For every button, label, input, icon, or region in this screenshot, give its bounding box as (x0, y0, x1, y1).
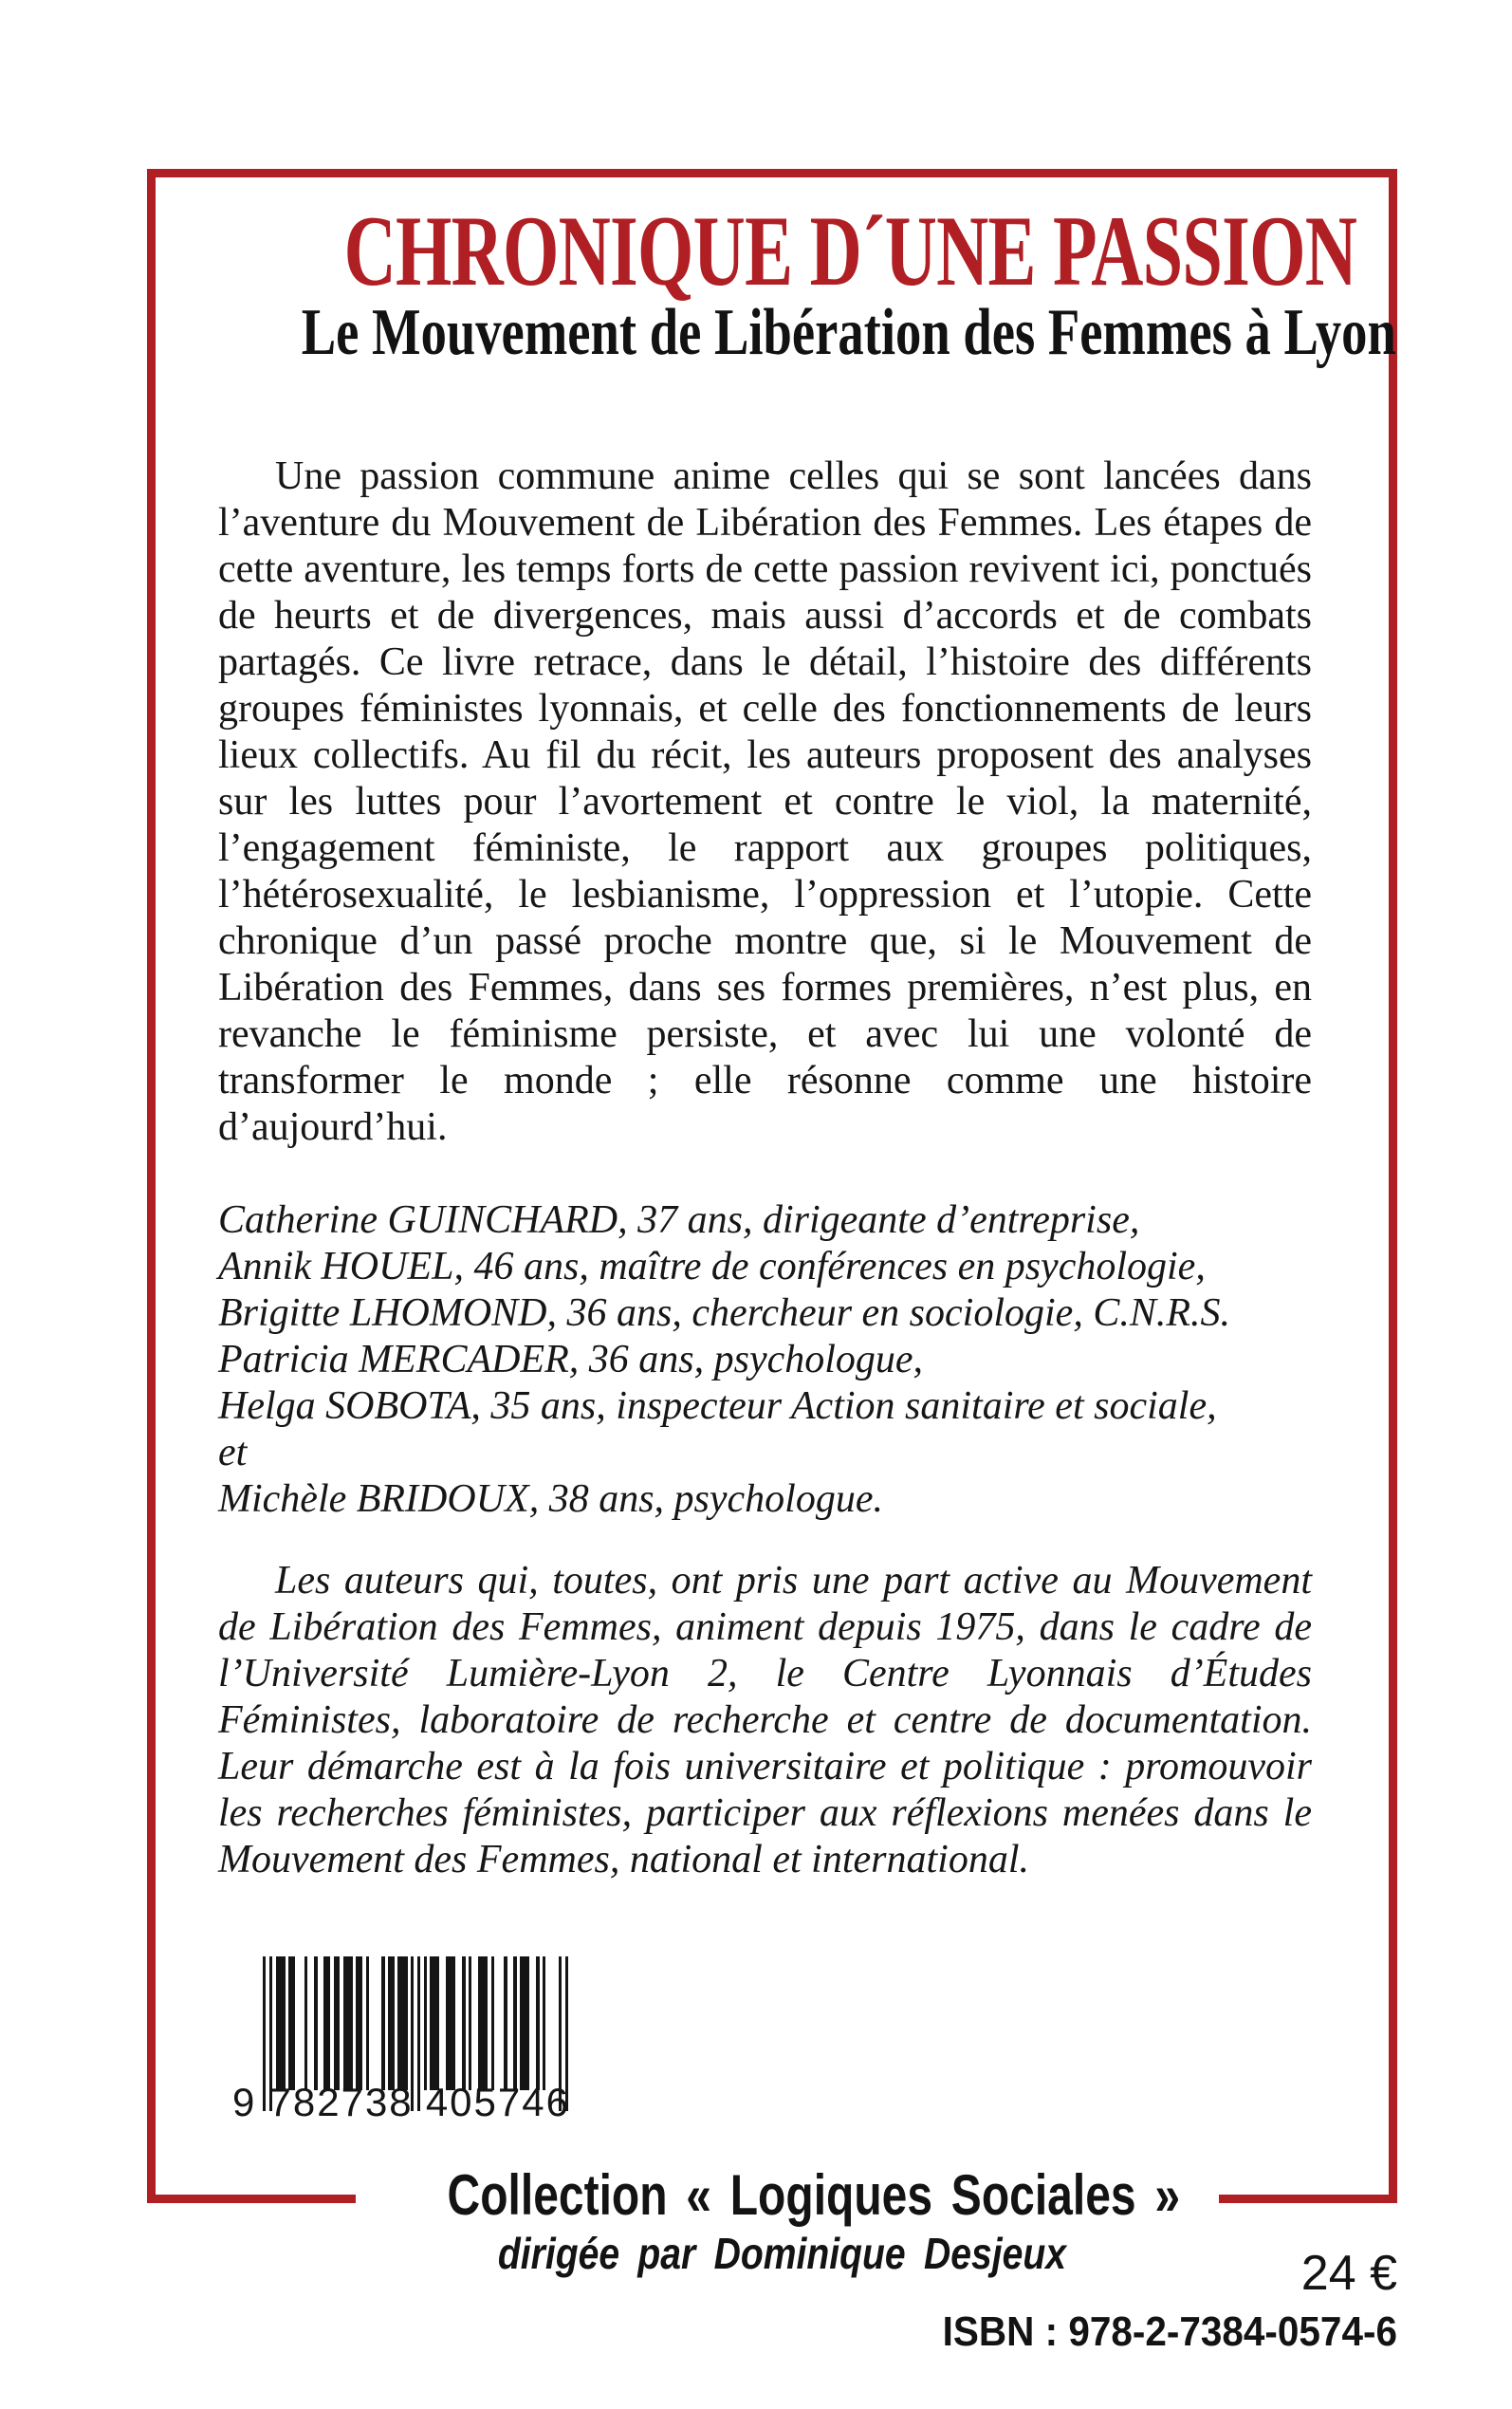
author-line: et (218, 1431, 248, 1474)
author-line: Annik HOUEL, 46 ans, maître de conférences en psychologie, (218, 1245, 1206, 1288)
collection-director-text: dirigée par Dominique Desjeux (497, 2229, 1066, 2278)
book-subtitle (147, 296, 1397, 369)
author-line: Patricia MERCADER, 36 ans, psychologue, (218, 1338, 924, 1381)
barcode-digits-right: 405746 (425, 2080, 570, 2124)
collection-director (157, 2229, 1407, 2278)
book-title-text: CHRONIQUE D´UNE PASSION (343, 195, 1357, 306)
price-label: 24 € (1300, 2246, 1397, 2301)
blurb-paragraph: Une passion commune anime celles qui se sont lancées dans l’aventure du Mouvement de Libération des Femmes. Les étapes de cette aventure, les temps forts de cette passion revivent ici, ponctués de heurts et de divergences, mais aussi d’accords et de combats partagés. Ce livre retrace, dans le détail, l’histoire des différents groupes féministes lyonnais, et celle des fonctionnements de leurs lieux collectifs. Au fil du récit, les auteurs proposent des analyses sur les luttes pour l’avortement et contre le viol, la maternité, l’engagement féministe, le rapport aux groupes politiques, l’hétérosexualité, le lesbianisme, l’oppression et l’utopie. Cette chronique d’un passé proche montre que, si le Mouvement de Libération des Femmes, dans ses formes premières, n’est plus, en revanche le féminisme persiste, et avec lui une volonté de transformer le monde ; elle résonne comme une histoire d’aujourd’hui. (218, 454, 1312, 1149)
book-title (147, 195, 1397, 306)
collection-title (356, 2163, 1219, 2227)
book-subtitle-text: Le Mouvement de Libération des Femmes à Lyon (301, 296, 1396, 369)
collection-rule-left (147, 2195, 356, 2203)
collection-title-text: Collection « Logiques Sociales » (447, 2163, 1181, 2227)
barcode-digits-left: 782738 (268, 2080, 414, 2124)
barcode-digit-first: 9 (232, 2080, 257, 2124)
collection-band (147, 2163, 1397, 2233)
authors-list (218, 1197, 1323, 1523)
collection-rule-right (1219, 2195, 1397, 2203)
barcode-digits (232, 2080, 570, 2124)
author-line: Michèle BRIDOUX, 38 ans, psychologue. (218, 1477, 883, 1521)
author-line: Brigitte LHOMOND, 36 ans, chercheur en sociologie, C.N.R.S. (218, 1291, 1231, 1335)
ean13-barcode (232, 1956, 574, 2132)
author-line: Helga SOBOTA, 35 ans, inspecteur Action sanitaire et sociale, (218, 1384, 1217, 1428)
about-authors-paragraph: Les auteurs qui, toutes, ont pris une part active au Mouvement de Libération des Femmes, animent depuis 1975, dans le cadre de l’Université Lumière-Lyon 2, le Centre Lyonnais d’Études Féministes, laboratoire de recherche et centre de documentation. Leur démarche est à la fois universitaire et politique : promouvoir les recherches féministes, participer aux réflexions menées dans le Mouvement des Femmes, national et international. (218, 1559, 1312, 1881)
author-line: Catherine GUINCHARD, 37 ans, dirigeante d’entreprise, (218, 1198, 1140, 1242)
isbn-label: ISBN : 978-2-7384-0574-6 (942, 2308, 1397, 2355)
